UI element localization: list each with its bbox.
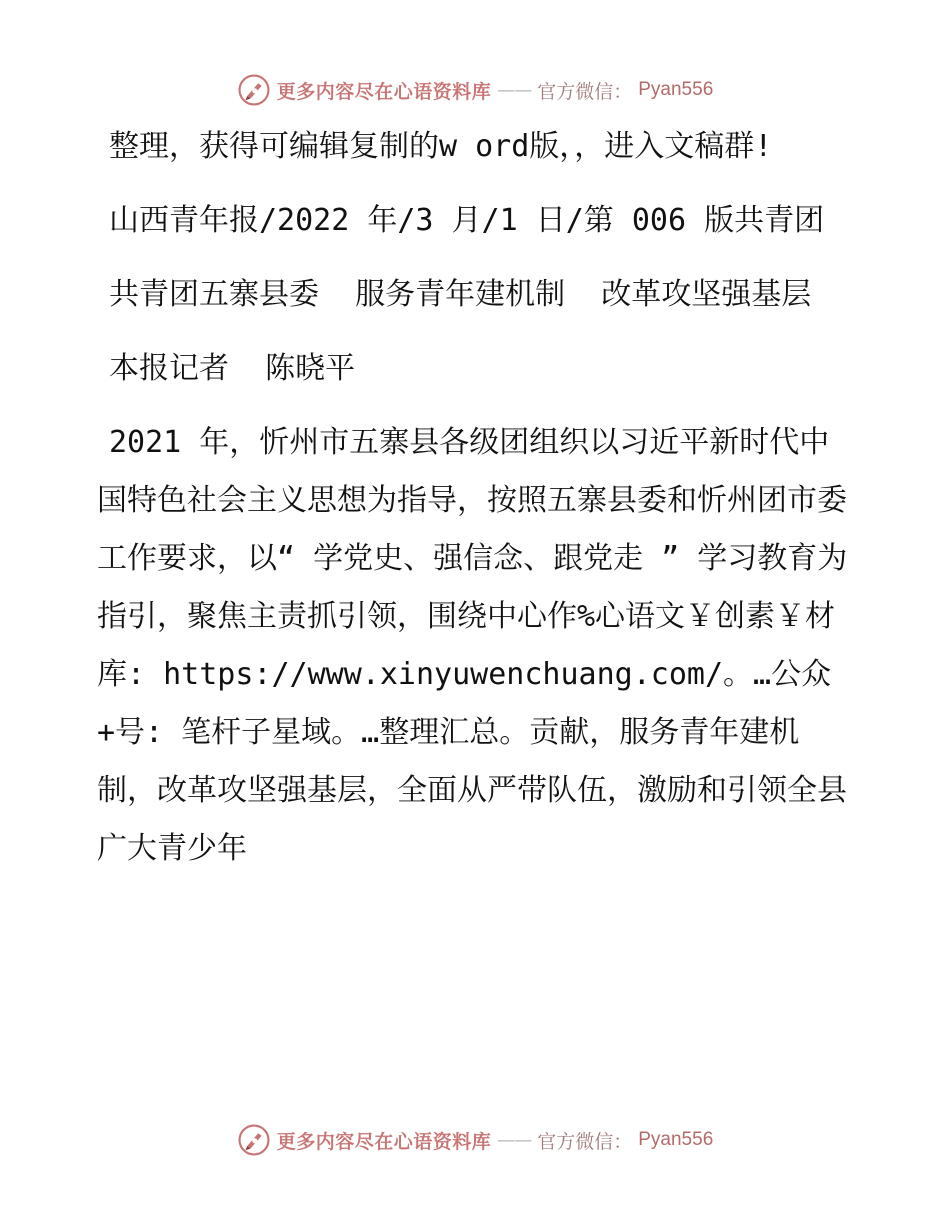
watermark-official-label: 官方微信： — [537, 80, 633, 103]
paragraph-intro: 整理，获得可编辑复制的w ord版，，进入文稿群! — [109, 129, 773, 164]
pen-logo-icon — [237, 73, 271, 107]
header-watermark — [0, 72, 950, 108]
article-title: 共青团五寨县委 服务青年建机制 改革攻坚强基层 — [109, 277, 812, 312]
pen-logo-icon — [237, 1123, 271, 1157]
paragraph-source: 山西青年报/2022 年/3 月/1 日/第 006 版共青团 — [109, 203, 825, 238]
watermark-main-text: 更多内容尽在心语资料库 — [276, 80, 492, 103]
watermark-dash: —— — [497, 79, 532, 101]
watermark-dash: —— — [497, 1129, 532, 1151]
watermark-official-label: 官方微信： — [537, 1130, 633, 1153]
document-body — [97, 118, 857, 894]
watermark-main-text: 更多内容尽在心语资料库 — [276, 1130, 492, 1153]
article-byline: 本报记者 陈晓平 — [109, 351, 356, 386]
paragraph-body: 2021 年，忻州市五寨县各级团组织以习近平新时代中国特色社会主义思想为指导，按照五寨县委和忻州团市委工作要求，以“ 学党史、强信念、跟党走 ” 学习教育为指引，聚焦主责抓引领，围绕中心作%心语文￥创素￥材库: https://www.xinyuwenchuang.com/。…公众+号: 笔杆子星域。…整理汇总。贡献，服务青年建机制，改革攻坚强基层，全面从严带队伍，激励和引领全县广大青少年 — [97, 425, 848, 866]
footer-watermark — [0, 1122, 950, 1158]
watermark-wechat-id: Pyan556 — [638, 79, 714, 100]
watermark-wechat-id: Pyan556 — [638, 1129, 714, 1150]
